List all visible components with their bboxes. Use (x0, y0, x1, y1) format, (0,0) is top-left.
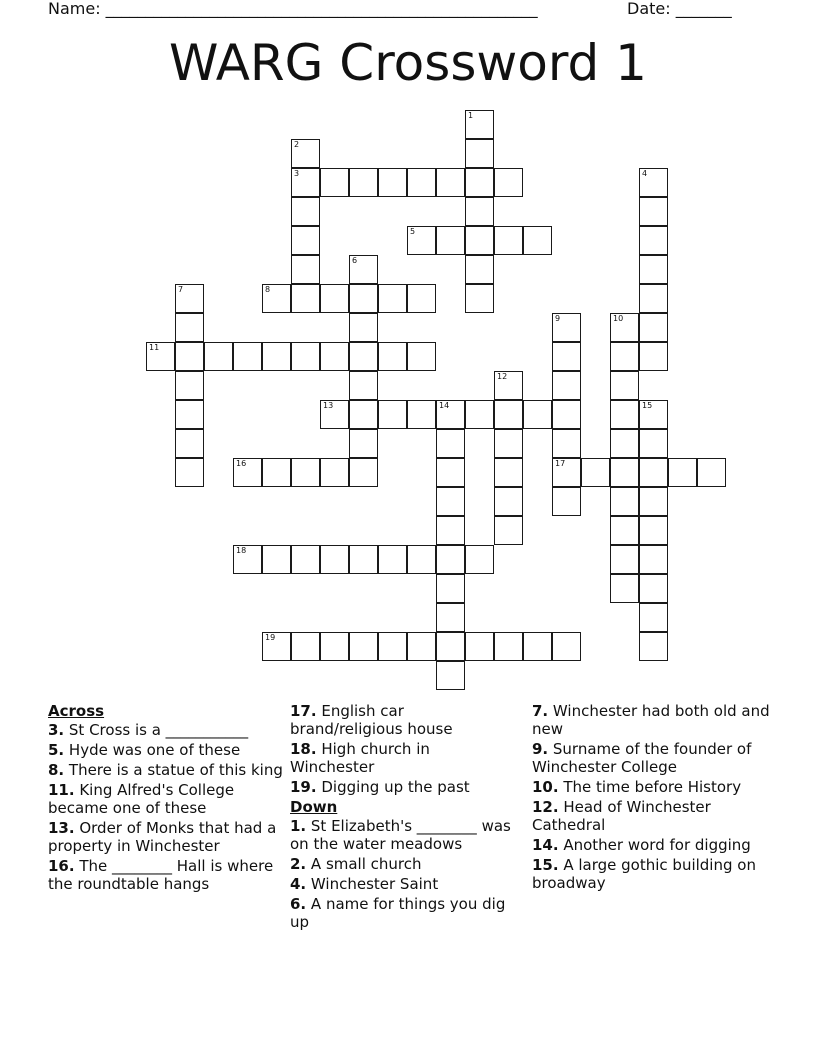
grid-cell[interactable] (668, 458, 697, 487)
grid-cell[interactable] (436, 603, 465, 632)
clue-across-19: 19. Digging up the past (290, 778, 470, 796)
grid-cell[interactable] (291, 197, 320, 226)
clue-down-6: 6. A name for things you dig up (290, 895, 506, 931)
grid-cell[interactable] (262, 545, 291, 574)
grid-cell[interactable] (610, 400, 639, 429)
grid-cell[interactable] (436, 429, 465, 458)
cell-number: 17 (555, 459, 566, 468)
grid-cell[interactable] (436, 168, 465, 197)
cell-number: 4 (642, 169, 648, 178)
grid-cell[interactable] (175, 284, 204, 313)
grid-cell[interactable] (407, 545, 436, 574)
grid-cell[interactable] (291, 168, 320, 197)
cell-number: 1 (468, 111, 474, 120)
grid-cell[interactable] (175, 400, 204, 429)
grid-cell[interactable] (552, 429, 581, 458)
grid-cell[interactable] (552, 371, 581, 400)
grid-cell[interactable] (349, 371, 378, 400)
grid-cell[interactable] (349, 313, 378, 342)
grid-cell[interactable] (407, 284, 436, 313)
grid-cell[interactable] (378, 545, 407, 574)
grid-cell[interactable] (175, 429, 204, 458)
grid-cell[interactable] (349, 168, 378, 197)
grid-cell[interactable] (436, 545, 465, 574)
grid-cell[interactable] (349, 400, 378, 429)
grid-cell[interactable] (349, 429, 378, 458)
grid-cell[interactable] (407, 226, 436, 255)
cell-number: 13 (323, 401, 334, 410)
grid-cell[interactable] (465, 139, 494, 168)
clue-down-2: 2. A small church (290, 855, 422, 873)
grid-cell[interactable] (175, 458, 204, 487)
grid-cell[interactable] (465, 284, 494, 313)
grid-cell[interactable] (494, 516, 523, 545)
grid-cell[interactable] (639, 516, 668, 545)
grid-cell[interactable] (262, 342, 291, 371)
cell-number: 10 (613, 314, 624, 323)
grid-cell[interactable] (291, 284, 320, 313)
grid-cell[interactable] (465, 226, 494, 255)
grid-cell[interactable] (494, 429, 523, 458)
grid-cell[interactable] (378, 284, 407, 313)
grid-cell[interactable] (291, 458, 320, 487)
grid-cell[interactable] (291, 255, 320, 284)
clue-across-11: 11. King Alfred's College became one of these (48, 781, 235, 817)
grid-cell[interactable] (378, 168, 407, 197)
grid-cell[interactable] (465, 255, 494, 284)
grid-cell[interactable] (320, 342, 349, 371)
grid-cell[interactable] (465, 197, 494, 226)
grid-cell[interactable] (320, 168, 349, 197)
cell-number: 9 (555, 314, 561, 323)
grid-cell[interactable] (610, 487, 639, 516)
clue-across-18: 18. High church in Winchester (290, 740, 430, 776)
clue-across-16: 16. The ________ Hall is where the roundtable hangs (48, 857, 274, 893)
clue-across-5: 5. Hyde was one of these (48, 741, 241, 759)
clue-down-1: 1. St Elizabeth's ________ was on the water meadows (290, 817, 511, 853)
grid-cell[interactable] (320, 458, 349, 487)
grid-cell[interactable] (494, 371, 523, 400)
grid-cell[interactable] (610, 342, 639, 371)
grid-cell[interactable] (552, 487, 581, 516)
grid-cell[interactable] (349, 342, 378, 371)
grid-cell[interactable] (349, 284, 378, 313)
grid-cell[interactable] (494, 400, 523, 429)
grid-cell[interactable] (407, 342, 436, 371)
grid-cell[interactable] (552, 458, 581, 487)
grid-cell[interactable] (639, 284, 668, 313)
grid-cell[interactable] (552, 342, 581, 371)
grid-cell[interactable] (494, 168, 523, 197)
clues-column-2 (290, 702, 515, 933)
clue-down-15: 15. A large gothic building on broadway (532, 856, 756, 892)
grid-cell[interactable] (146, 342, 175, 371)
grid-cell[interactable] (407, 400, 436, 429)
grid-cell[interactable] (262, 284, 291, 313)
cell-number: 3 (294, 169, 300, 178)
grid-cell[interactable] (639, 255, 668, 284)
grid-cell[interactable] (291, 226, 320, 255)
grid-cell[interactable] (320, 284, 349, 313)
grid-cell[interactable] (465, 110, 494, 139)
down-heading: Down (290, 798, 338, 816)
grid-cell[interactable] (581, 458, 610, 487)
grid-cell[interactable] (436, 632, 465, 661)
grid-cell[interactable] (175, 342, 204, 371)
grid-cell[interactable] (494, 226, 523, 255)
grid-cell[interactable] (204, 342, 233, 371)
clue-down-12: 12. Head of Winchester Cathedral (532, 798, 711, 834)
clue-down-14: 14. Another word for digging (532, 836, 751, 854)
grid-cell[interactable] (291, 342, 320, 371)
cell-number: 15 (642, 401, 653, 410)
grid-cell[interactable] (523, 632, 552, 661)
grid-cell[interactable] (291, 545, 320, 574)
cell-number: 7 (178, 285, 184, 294)
grid-cell[interactable] (378, 400, 407, 429)
grid-cell[interactable] (262, 458, 291, 487)
grid-cell[interactable] (639, 458, 668, 487)
grid-cell[interactable] (233, 342, 262, 371)
grid-cell[interactable] (378, 342, 407, 371)
name-field-label[interactable]: Name: ______________________________________________________ (48, 0, 538, 18)
grid-cell[interactable] (436, 458, 465, 487)
clue-down-4: 4. Winchester Saint (290, 875, 439, 893)
clues-column-3 (532, 702, 772, 894)
across-clues-column-1 (48, 702, 288, 895)
grid-cell[interactable] (436, 574, 465, 603)
cell-number: 16 (236, 459, 247, 468)
date-field-label[interactable]: Date: _______ (627, 0, 732, 18)
grid-cell[interactable] (465, 545, 494, 574)
grid-cell[interactable] (639, 632, 668, 661)
grid-cell[interactable] (436, 487, 465, 516)
grid-cell[interactable] (523, 400, 552, 429)
grid-cell[interactable] (639, 400, 668, 429)
grid-cell[interactable] (552, 632, 581, 661)
grid-cell[interactable] (639, 487, 668, 516)
grid-cell[interactable] (610, 371, 639, 400)
grid-cell[interactable] (320, 632, 349, 661)
clue-across-3: 3. St Cross is a ___________ (48, 721, 249, 739)
grid-cell[interactable] (349, 458, 378, 487)
grid-cell[interactable] (610, 458, 639, 487)
grid-cell[interactable] (639, 226, 668, 255)
clue-across-17: 17. English car brand/religious house (290, 702, 453, 738)
grid-cell[interactable] (639, 197, 668, 226)
grid-cell[interactable] (639, 313, 668, 342)
grid-cell[interactable] (465, 400, 494, 429)
grid-cell[interactable] (436, 226, 465, 255)
cell-number: 14 (439, 401, 450, 410)
grid-cell[interactable] (465, 632, 494, 661)
cell-number: 12 (497, 372, 508, 381)
grid-cell[interactable] (610, 574, 639, 603)
grid-cell[interactable] (175, 313, 204, 342)
grid-cell[interactable] (610, 516, 639, 545)
grid-cell[interactable] (639, 429, 668, 458)
grid-cell[interactable] (552, 313, 581, 342)
grid-cell[interactable] (436, 400, 465, 429)
across-heading: Across (48, 702, 105, 720)
cell-number: 5 (410, 227, 416, 236)
clue-down-9: 9. Surname of the founder of Winchester College (532, 740, 752, 776)
grid-cell[interactable] (610, 545, 639, 574)
grid-cell[interactable] (291, 139, 320, 168)
grid-cell[interactable] (494, 458, 523, 487)
clue-down-10: 10. The time before History (532, 778, 742, 796)
grid-cell[interactable] (407, 168, 436, 197)
grid-cell[interactable] (233, 545, 262, 574)
grid-cell[interactable] (610, 313, 639, 342)
grid-cell[interactable] (552, 400, 581, 429)
grid-cell[interactable] (262, 632, 291, 661)
clue-across-8: 8. There is a statue of this king (48, 761, 283, 779)
grid-cell[interactable] (697, 458, 726, 487)
grid-cell[interactable] (639, 603, 668, 632)
grid-cell[interactable] (494, 632, 523, 661)
grid-cell[interactable] (349, 255, 378, 284)
cell-number: 2 (294, 140, 300, 149)
clue-across-13: 13. Order of Monks that had a property in Winchester (48, 819, 277, 855)
grid-cell[interactable] (349, 632, 378, 661)
grid-cell[interactable] (465, 168, 494, 197)
cell-number: 6 (352, 256, 358, 265)
grid-cell[interactable] (378, 632, 407, 661)
grid-cell[interactable] (436, 661, 465, 690)
header-line (48, 0, 748, 20)
grid-cell[interactable] (320, 400, 349, 429)
grid-cell[interactable] (233, 458, 262, 487)
page-title: WARG Crossword 1 (169, 34, 647, 92)
cell-number: 8 (265, 285, 271, 294)
grid-cell[interactable] (610, 429, 639, 458)
grid-cell[interactable] (639, 342, 668, 371)
clue-down-7: 7. Winchester had both old and new (532, 702, 770, 738)
grid-cell[interactable] (291, 632, 320, 661)
grid-cell[interactable] (639, 168, 668, 197)
grid-cell[interactable] (320, 545, 349, 574)
grid-cell[interactable] (639, 574, 668, 603)
cell-number: 19 (265, 633, 276, 642)
grid-cell[interactable] (639, 545, 668, 574)
grid-cell[interactable] (407, 632, 436, 661)
cell-number: 18 (236, 546, 247, 555)
grid-cell[interactable] (523, 226, 552, 255)
grid-cell[interactable] (494, 487, 523, 516)
grid-cell[interactable] (175, 371, 204, 400)
grid-cell[interactable] (349, 545, 378, 574)
grid-cell[interactable] (436, 516, 465, 545)
cell-number: 11 (149, 343, 160, 352)
